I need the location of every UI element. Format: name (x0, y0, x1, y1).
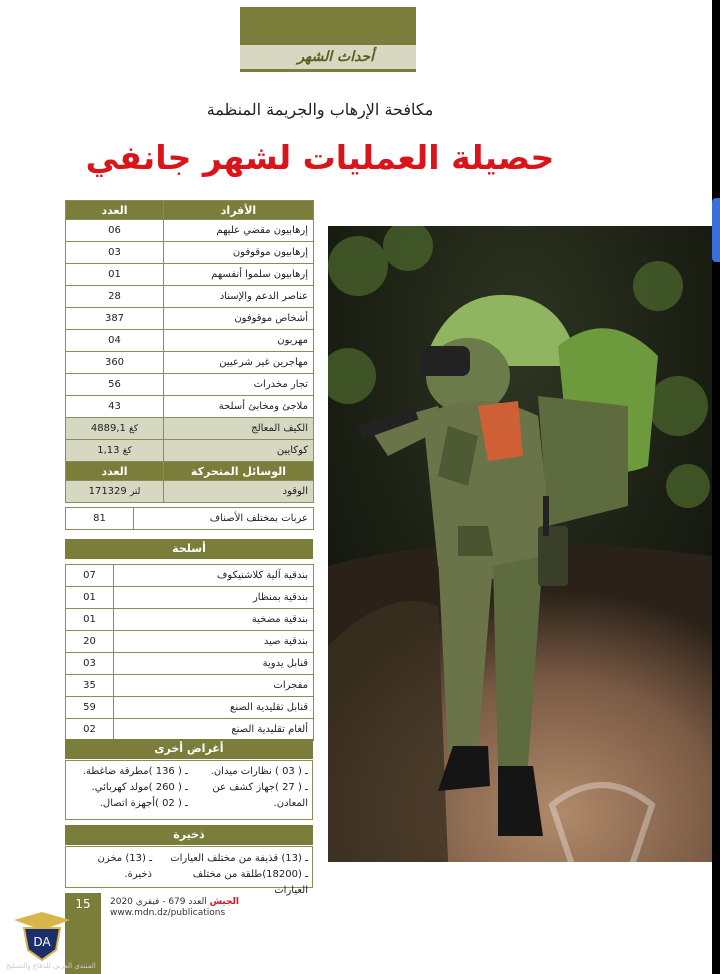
list-item: ـ (13) مخزن ذخيرة. (97, 853, 152, 880)
other-left-column (70, 764, 188, 812)
row-value: 01 (66, 587, 114, 609)
list-item: ـ (13) قذيفة من مختلف العيارات (170, 853, 308, 864)
table-row (66, 587, 314, 609)
table-row (66, 719, 314, 741)
row-value: 01 (66, 264, 164, 286)
row-value: 20 (66, 631, 114, 653)
unit-text: كغ (129, 424, 139, 434)
unit-text: كغ (122, 446, 132, 456)
row-value: 360 (66, 352, 164, 374)
watermark-english: DEFENSE ARAB FORUM (514, 940, 702, 955)
row-value: 387 (66, 308, 164, 330)
table-row (66, 396, 314, 418)
table-row (66, 565, 314, 587)
row-label: مفجرات (114, 675, 314, 697)
row-label: الكيف المعالج (164, 418, 314, 440)
forum-shield-icon (10, 910, 74, 962)
table-row (66, 481, 314, 503)
row-value: 35 (66, 675, 114, 697)
table-row (66, 653, 314, 675)
article-headline: حصيلة العمليات لشهر جانفي (85, 138, 555, 177)
article-subtitle: مكافحة الإرهاب والجريمة المنظمة (206, 100, 434, 119)
soldier-photo (328, 226, 712, 862)
row-value (66, 481, 164, 503)
table-row (66, 308, 314, 330)
section-underline (240, 69, 416, 72)
row-label: ملاجئ ومخابئ أسلحة (164, 396, 314, 418)
row-label: إرهابيون مقضي عليهم (164, 220, 314, 242)
row-value: 59 (66, 697, 114, 719)
individuals-table (65, 200, 314, 503)
other-items-box (65, 760, 313, 820)
row-label: قنابل يدوية (114, 653, 314, 675)
ammo-right-column (158, 851, 308, 899)
weapons-title: أسلحة (65, 539, 313, 559)
watermark-arabic: المنتدى العربي للدفاع والتسليح (535, 925, 702, 940)
table-row (66, 440, 314, 462)
table-row (66, 220, 314, 242)
row-value: 01 (66, 609, 114, 631)
list-item: ـ ( 02 )أجهزة اتصال. (99, 798, 188, 809)
table-row (66, 697, 314, 719)
row-value (66, 418, 164, 440)
table-row (66, 352, 314, 374)
table-row (66, 675, 314, 697)
table-row (66, 374, 314, 396)
row-label: مهربون (164, 330, 314, 352)
row-label: الوقود (164, 481, 314, 503)
row-value: 03 (66, 653, 114, 675)
table-row (66, 418, 314, 440)
row-label: كوكايين (164, 440, 314, 462)
ammo-title: ذخيرة (65, 825, 313, 845)
row-value: 04 (66, 330, 164, 352)
ammo-box (65, 846, 313, 896)
row-value: 03 (66, 242, 164, 264)
row-label: بندقية آلية كلاشنيكوف (114, 565, 314, 587)
row-label: إرهابيون موقوفون (164, 242, 314, 264)
magazine-name: الجيش (209, 897, 239, 907)
row-label: تجار مخدرات (164, 374, 314, 396)
issue-info: العدد 679 - فيفري 2020 (110, 897, 207, 907)
row-label: ألغام تقليدية الصنع (114, 719, 314, 741)
section-label: أحداث الشهر (240, 45, 416, 70)
list-item: ـ ( 136 )مطرقة ضاغطة. (82, 766, 188, 777)
individuals-header-label: الأفراد (164, 201, 314, 220)
row-label: مهاجرين غير شرعيين (164, 352, 314, 374)
row-value (66, 440, 164, 462)
other-right-column (198, 764, 308, 812)
row-value: 43 (66, 396, 164, 418)
page-number: 15 (75, 897, 91, 911)
row-label: بندقية صيد (114, 631, 314, 653)
table-row (66, 609, 314, 631)
table-row (66, 286, 314, 308)
corner-logo-text: المنتدى العربي للدفاع والتسليح (6, 962, 96, 970)
row-label: بندقية بمنظار (114, 587, 314, 609)
row-value: 02 (66, 719, 114, 741)
row-value: 56 (66, 374, 164, 396)
value-text: 4889,1 (90, 423, 126, 434)
list-item: ـ ( 260 )مولد كهربائي. (91, 782, 188, 793)
row-value: 81 (66, 508, 134, 530)
row-label: عربات بمختلف الأصناف (134, 508, 314, 530)
weapons-table (65, 564, 314, 741)
vehicles-table (65, 507, 314, 530)
list-item: ـ ( 27 )جهاز كشف عن (212, 782, 308, 793)
shield-badge-text: DA (33, 935, 51, 949)
other-title: أغراض أخرى (65, 739, 313, 759)
table-row (66, 631, 314, 653)
list-item: ـ ( 03 ) نظارات ميدان. (210, 766, 308, 777)
row-label: قنابل تقليدية الصنع (114, 697, 314, 719)
row-label: بندقية مضخية (114, 609, 314, 631)
watermark (492, 925, 702, 955)
edge-tab (712, 198, 720, 262)
section-color-block (240, 7, 416, 45)
row-value: 28 (66, 286, 164, 308)
ammo-left-column (68, 851, 152, 883)
table-row (66, 330, 314, 352)
footer-issue (110, 897, 239, 907)
row-value: 06 (66, 220, 164, 242)
value-text: 171329 (88, 486, 127, 497)
vehicles-header-label: الوسائل المتحركة (164, 462, 314, 481)
table-row (66, 508, 314, 530)
vehicles-header-count: العدد (66, 462, 164, 481)
row-value: 07 (66, 565, 114, 587)
footer-url[interactable]: www.mdn.dz/publications (110, 908, 226, 918)
table-row (66, 264, 314, 286)
row-label: عناصر الدعم والإسناد (164, 286, 314, 308)
row-label: إرهابيون سلموا أنفسهم (164, 264, 314, 286)
row-label: أشخاص موقوفون (164, 308, 314, 330)
unit-text: لتر (129, 487, 141, 497)
list-item: ـ (18200)طلقة من مختلف العيارات (192, 869, 308, 896)
value-text: 1,13 (97, 445, 120, 456)
list-item: المعادن. (273, 798, 308, 809)
da-wing-icon (542, 775, 662, 885)
table-row (66, 242, 314, 264)
individuals-header-count: العدد (66, 201, 164, 220)
